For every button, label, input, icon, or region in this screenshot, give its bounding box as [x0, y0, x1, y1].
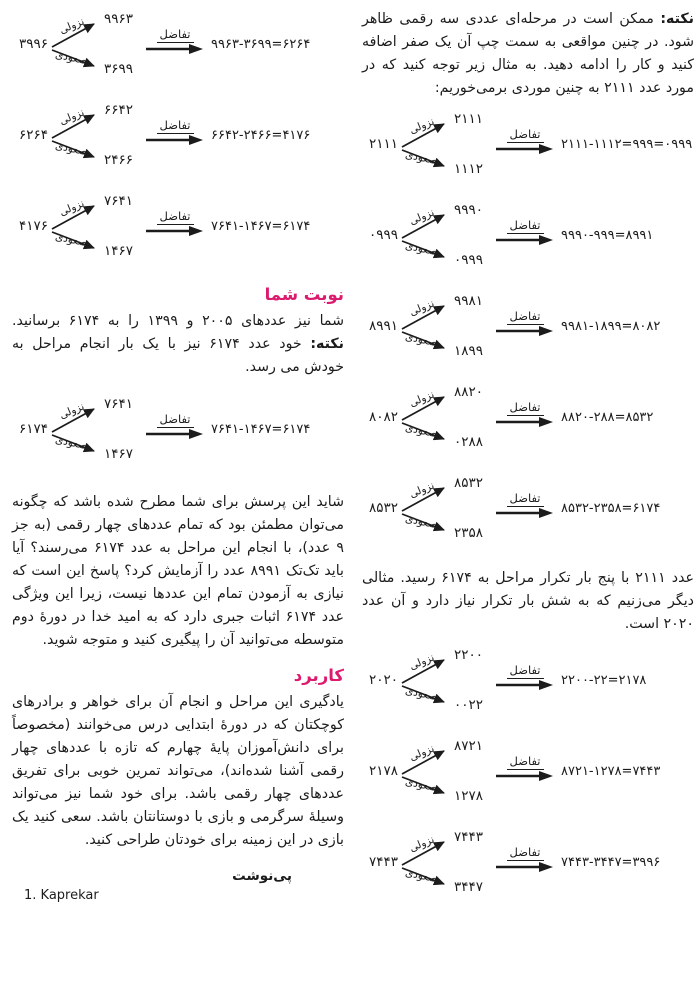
fork-arrows-icon — [50, 194, 142, 258]
ascending-number: ۰۹۹۹ — [454, 252, 484, 268]
difference-arrow-icon — [496, 309, 554, 337]
descending-label: نزولی — [407, 651, 437, 673]
equation: ۷۴۴۳-۳۴۴۷=۳۹۹۶ — [561, 854, 661, 870]
difference-label: تفاضل — [157, 27, 194, 43]
descending-label: نزولی — [57, 15, 87, 37]
equation: ۸۸۲۰-۲۸۸=۸۵۳۲ — [561, 409, 654, 425]
descending-number: ۹۹۸۱ — [454, 293, 484, 309]
ascending-number: ۲۴۶۶ — [104, 152, 134, 168]
repeat-count-paragraph: عدد ۲۱۱۱ با پنج بار تکرار مراحل به ۶۱۷۴ رسید. مثالی دیگر می‌زنیم که به شش بار تکرار نیاز دارد و آن عدد ۲۰۲۰ است. — [362, 570, 694, 632]
fork-arrows-icon — [400, 830, 492, 894]
ascending-label: صعودی — [404, 239, 439, 259]
difference-arrow-icon — [146, 27, 204, 55]
kaprekar-diagram — [362, 648, 694, 712]
ascending-label: صعودی — [404, 866, 439, 886]
difference-arrow-icon — [496, 400, 554, 428]
fork-arrows-icon — [400, 294, 492, 358]
ascending-label: صعودی — [404, 330, 439, 350]
descending-label: نزولی — [407, 833, 437, 855]
equation: ۷۶۴۱-۱۴۶۷=۶۱۷۴ — [211, 421, 311, 437]
descending-label: نزولی — [407, 742, 437, 764]
ascending-number: ۰۲۸۸ — [454, 434, 484, 450]
source-number: ۲۱۱۱ — [368, 136, 398, 152]
descending-number: ۹۹۹۰ — [454, 202, 484, 218]
ascending-label: صعودی — [404, 775, 439, 795]
note-text: خود عدد ۶۱۷۴ نیز با یک بار انجام مراحل به خودش می رسد. — [12, 336, 344, 375]
source-number: ۷۴۴۳ — [368, 854, 398, 870]
proof-paragraph: شاید این پرسش برای شما مطرح شده باشد که چگونه می‌توان مطمئن بود که تمام عددهای چهار رقمی (به جز ۹ عدد)، با انجام این مراحل به عدد ۶۱۷۴ می‌رسند؟ آیا باید تک‌تک ۸۹۹۱ عدد را آزمایش کرد؟ پاسخ این است که نیازی به آزمودن تمام این عددها نیست، زیرا این ویژگی عدد ۶۱۷۴ اثبات جبری دارد که به امید خدا در دورهٔ دوم متوسطه می‌توانید آن را پیگیری کنید و متوجه شوید. — [12, 494, 344, 648]
equation: ۸۷۲۱-۱۲۷۸=۷۴۴۳ — [561, 763, 661, 779]
kaprekar-diagram — [362, 739, 694, 803]
note-paragraph — [362, 8, 694, 100]
ascending-label: صعودی — [54, 433, 89, 453]
source-number: ۸۵۳۲ — [368, 500, 398, 516]
kaprekar-diagram — [362, 476, 694, 540]
difference-label: تفاضل — [157, 412, 194, 428]
descending-label: نزولی — [407, 297, 437, 319]
ascending-number: ۱۴۶۷ — [104, 446, 134, 462]
source-number: ۴۱۷۶ — [18, 218, 48, 234]
fork-arrows-icon — [400, 476, 492, 540]
kaprekar-diagram — [12, 12, 344, 76]
equation: ۶۶۴۲-۲۴۶۶=۴۱۷۶ — [211, 127, 311, 143]
difference-label: تفاضل — [507, 127, 544, 143]
ascending-number: ۱۴۶۷ — [104, 243, 134, 259]
source-number: ۲۱۷۸ — [368, 763, 398, 779]
ascending-label: صعودی — [404, 148, 439, 168]
note-lead: نکته: — [310, 336, 344, 352]
descending-label: نزولی — [57, 400, 87, 422]
descending-label: نزولی — [407, 388, 437, 410]
descending-number: ۷۶۴۱ — [104, 193, 134, 209]
difference-arrow-icon — [146, 118, 204, 146]
your-turn-line: شما نیز عددهای ۲۰۰۵ و ۱۳۹۹ را به ۶۱۷۴ برسانید. — [12, 313, 345, 329]
descending-number: ۷۴۴۳ — [454, 829, 484, 845]
your-turn-heading: نوبت شما — [264, 285, 344, 304]
descending-number: ۶۶۴۲ — [104, 102, 134, 118]
ascending-label: صعودی — [404, 421, 439, 441]
descending-label: نزولی — [57, 197, 87, 219]
ascending-number: ۰۰۲۲ — [454, 697, 484, 713]
text-column-left — [12, 8, 344, 996]
descending-number: ۸۷۲۱ — [454, 738, 484, 754]
difference-label: تفاضل — [507, 663, 544, 679]
ascending-number: ۱۱۱۲ — [454, 161, 484, 177]
difference-label: تفاضل — [507, 845, 544, 861]
descending-number: ۷۶۴۱ — [104, 396, 134, 412]
descending-label: نزولی — [407, 479, 437, 501]
difference-label: تفاضل — [507, 754, 544, 770]
source-number: ۶۱۷۴ — [18, 421, 48, 437]
source-number: ۲۰۲۰ — [368, 672, 398, 688]
descending-number: ۲۲۰۰ — [454, 647, 484, 663]
difference-arrow-icon — [496, 663, 554, 691]
ascending-number: ۳۴۴۷ — [454, 879, 484, 895]
descending-number: ۲۱۱۱ — [454, 111, 484, 127]
equation: ۲۱۱۱-۱۱۱۲=۹۹۹=۰۹۹۹ — [561, 136, 693, 152]
ascending-label: صعودی — [54, 230, 89, 250]
descending-label: نزولی — [407, 206, 437, 228]
equation: ۲۲۰۰-۲۲=۲۱۷۸ — [561, 672, 647, 688]
fork-arrows-icon — [50, 12, 142, 76]
source-number: ۳۹۹۶ — [18, 36, 48, 52]
descending-number: ۸۵۳۲ — [454, 475, 484, 491]
fork-arrows-icon — [50, 103, 142, 167]
fork-arrows-icon — [400, 739, 492, 803]
footnote-heading: پی‌نوشت — [232, 868, 292, 884]
difference-arrow-icon — [496, 754, 554, 782]
equation: ۷۶۴۱-۱۴۶۷=۶۱۷۴ — [211, 218, 311, 234]
source-number: ۰۹۹۹ — [368, 227, 398, 243]
footnote-item: 1. Kaprekar — [24, 888, 99, 903]
note-lead: نکته: — [660, 11, 694, 27]
equation: ۹۹۸۱-۱۸۹۹=۸۰۸۲ — [561, 318, 661, 334]
fork-arrows-icon — [50, 397, 142, 461]
fork-arrows-icon — [400, 648, 492, 712]
source-number: ۶۲۶۴ — [18, 127, 48, 143]
ascending-number: ۱۲۷۸ — [454, 788, 484, 804]
difference-label: تفاضل — [507, 400, 544, 416]
difference-arrow-icon — [496, 491, 554, 519]
kaprekar-diagram — [12, 194, 344, 258]
ascending-label: صعودی — [404, 684, 439, 704]
ascending-label: صعودی — [54, 139, 89, 159]
descending-label: نزولی — [407, 115, 437, 137]
kaprekar-diagram — [362, 830, 694, 894]
descending-label: نزولی — [57, 106, 87, 128]
difference-arrow-icon — [496, 218, 554, 246]
ascending-label: صعودی — [404, 512, 439, 532]
difference-arrow-icon — [496, 127, 554, 155]
application-paragraph: یادگیری این مراحل و انجام آن برای خواهر و برادرهای کوچکتان که در دورهٔ ابتدایی درس می‌خوانند (مخصوصاً برای دانش‌آموزان پایهٔ چهارم که تازه با عددهای چهار رقمی آشنا شده‌اند)، می‌تواند تمرین خوبی برای تفریق عددهای چهار رقمی باشد. برای خود شما نیز می‌تواند وسیلهٔ سرگرمی و بازی با دوستانتان باشد. سعی کنید یک بازی در این زمینه برای خودتان طراحی کنید. — [12, 694, 344, 848]
kaprekar-diagram — [362, 203, 694, 267]
difference-arrow-icon — [146, 209, 204, 237]
application-heading: کاربرد — [293, 666, 344, 685]
equation: ۹۹۹۰-۹۹۹=۸۹۹۱ — [561, 227, 654, 243]
difference-arrow-icon — [496, 845, 554, 873]
your-turn-paragraph — [12, 310, 344, 379]
ascending-number: ۱۸۹۹ — [454, 343, 484, 359]
ascending-label: صعودی — [54, 48, 89, 68]
difference-label: تفاضل — [157, 118, 194, 134]
kaprekar-diagram — [12, 103, 344, 167]
source-number: ۸۰۸۲ — [368, 409, 398, 425]
fork-arrows-icon — [400, 112, 492, 176]
fork-arrows-icon — [400, 385, 492, 449]
equation: ۸۵۳۲-۲۳۵۸=۶۱۷۴ — [561, 500, 661, 516]
kaprekar-diagram — [362, 112, 694, 176]
note-text: ممکن است در مرحله‌ای عددی سه رقمی ظاهر شود. در چنین مواقعی به سمت چپ آن یک صفر اضافه کنید و کار را ادامه دهید. به مثال زیر توجه کنید که در مورد عدد ۲۱۱۱ به چنین موردی برمی‌خوریم: — [362, 11, 694, 96]
source-number: ۸۹۹۱ — [368, 318, 398, 334]
ascending-number: ۲۳۵۸ — [454, 525, 484, 541]
difference-arrow-icon — [146, 412, 204, 440]
ascending-number: ۳۶۹۹ — [104, 61, 134, 77]
difference-label: تفاضل — [507, 491, 544, 507]
difference-label: تفاضل — [507, 309, 544, 325]
kaprekar-diagram — [362, 385, 694, 449]
kaprekar-diagram — [362, 294, 694, 358]
kaprekar-diagram — [12, 397, 344, 461]
difference-label: تفاضل — [507, 218, 544, 234]
fork-arrows-icon — [400, 203, 492, 267]
descending-number: ۹۹۶۳ — [104, 11, 134, 27]
equation: ۹۹۶۳-۳۶۹۹=۶۲۶۴ — [211, 36, 311, 52]
descending-number: ۸۸۲۰ — [454, 384, 484, 400]
difference-label: تفاضل — [157, 209, 194, 225]
text-column-right — [362, 8, 694, 996]
